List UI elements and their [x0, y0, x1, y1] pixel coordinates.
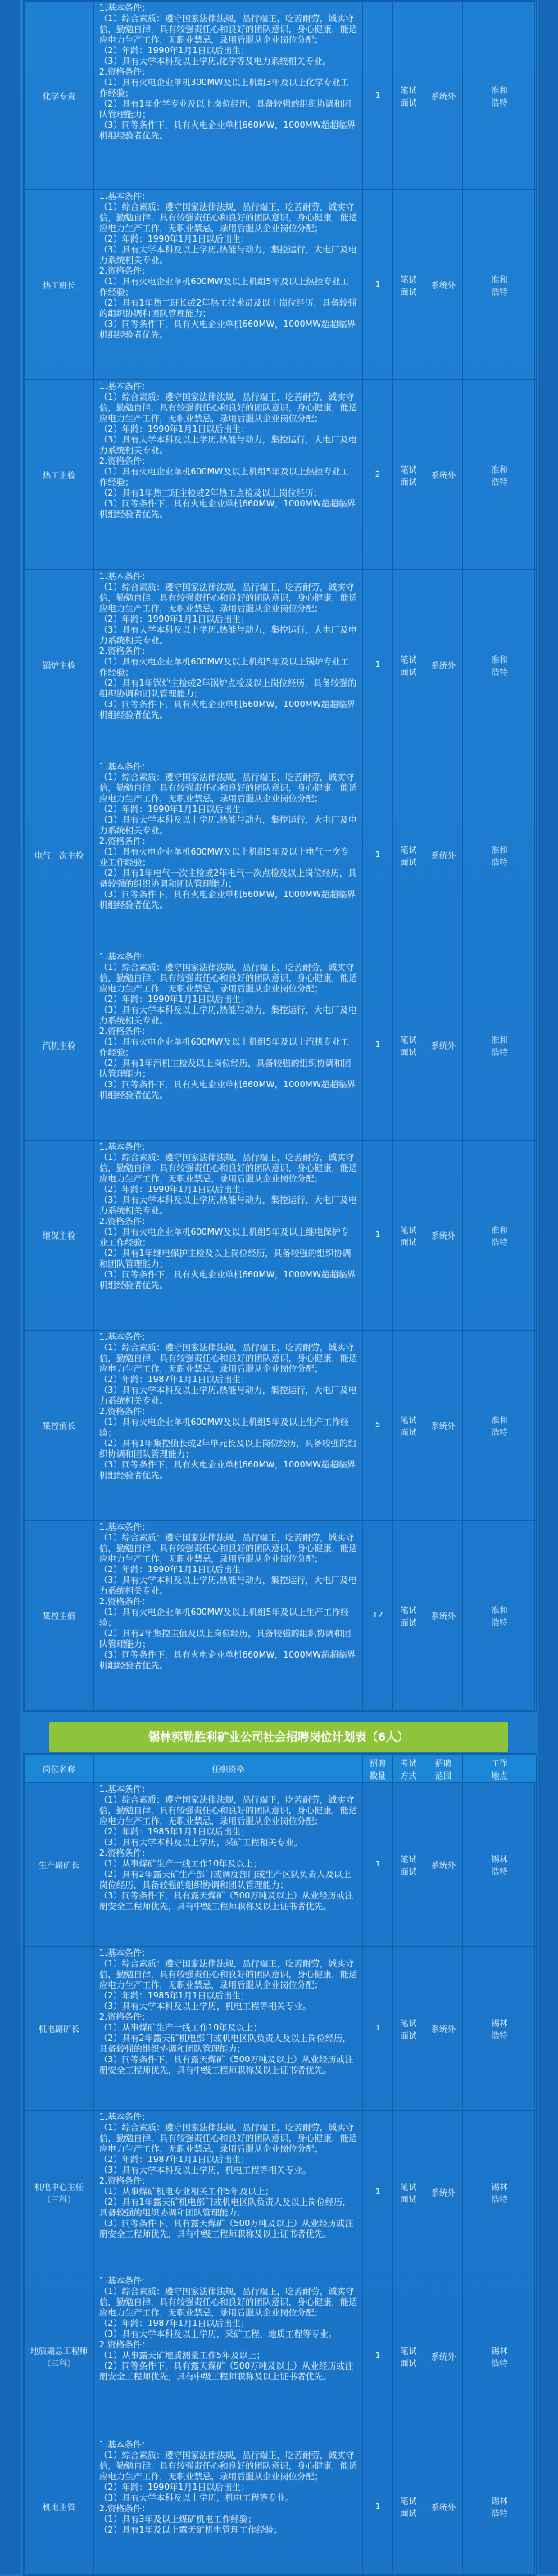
- position-name: 机电中心主任 （三科）: [25, 2111, 94, 2274]
- header-location: 工作 地点: [463, 1755, 537, 1783]
- table-row: [25, 2438, 537, 2575]
- work-location: 锡林 浩特: [463, 1947, 537, 2111]
- position-name: 集控值长: [25, 1331, 94, 1521]
- table-row: [25, 950, 537, 1141]
- qualifications: 1.基本条件： （1）综合素质：遵守国家法律法规，品行端正，吃苦耐劳，诚实守信，勤勉自律，具有较强责任心和良好的团队意识，身心健康，能适应电力生产工作，无职业禁忌，录用后服从企业岗位分配； （2）年龄：1987年1月1日以后出生； （3）具有大学本科及以上学历,热能与动力，集控运行，大电厂及电力系统相关专业。 2.资格条件： （1）具有火电企业单机600MW及以上机组5年及以上生产工作经验； （2）具有1年集控值长或2年单元长及以上岗位经历，具备较强的组织协调和团队管理能力； （3）同等条件下，具有火电企业单机660MW，1000MW超超临界机组经验者优先。: [94, 1331, 363, 1521]
- work-location: 准和 浩特: [463, 2, 537, 190]
- qualifications: 1.基本条件： （1）综合素质：遵守国家法律法规，品行端正，吃苦耐劳，诚实守信，勤勉自律，具有较强责任心和良好的团队意识，身心健康，能适应电力生产工作，无职业禁忌，录用后服从企业岗位分配； （2）年龄：1985年1月1日以后出生； （3）具有大学本科及以上学历，机电工程等相关专业。 2.资格条件： （1）从事煤矿生产一线工作10年及以上； （2）具有2年露天矿机电部门或机电区队负责人及以上岗位经历，具备较强的组织协调和团队管理能力； （3）同等条件下，具有露天煤矿（500万吨及以上）从业经历或注册安全工程师优先，具有中级工程师职称及以上证书者优先。: [94, 1947, 363, 2111]
- exam-method: 笔试 面试: [393, 1331, 424, 1521]
- table-row: [25, 190, 537, 380]
- qualifications: 1.基本条件： （1）综合素质：遵守国家法律法规，品行端正，吃苦耐劳，诚实守信，勤勉自律，具有较强责任心和良好的团队意识，身心健康，能适应电力生产工作，无职业禁忌，录用后服从企业岗位分配； （2）年龄：1990年1月1日以后出生； （3）具有大学本科及以上学历，机电工程等专业。 2.资格条件： （1）具有3年及以上煤矿机电工作经验； （2）具有1年及以上露天矿机电管理工作经验；: [94, 2438, 363, 2575]
- header-qualifications: 任职资格: [94, 1755, 363, 1783]
- right-border: [538, 0, 558, 2574]
- position-name: 机电主管: [25, 2438, 94, 2575]
- recruit-count: 1: [363, 2111, 393, 2274]
- recruitment-table-mining: [23, 1753, 535, 2576]
- work-location: 准和 浩特: [463, 1521, 537, 1711]
- recruit-count: 1: [363, 1783, 393, 1947]
- exam-method: 笔试 面试: [393, 1947, 424, 2111]
- recruit-count: 1: [363, 190, 393, 380]
- recruit-count: 1: [363, 2438, 393, 2575]
- exam-method: 笔试 面试: [393, 2111, 424, 2274]
- header-exam-method: 考试 方式: [393, 1755, 424, 1783]
- exam-method: 笔试 面试: [393, 2438, 424, 2575]
- recruit-count: 1: [363, 760, 393, 950]
- position-name: 热工主检: [25, 380, 94, 570]
- position-name: 化学专责: [25, 2, 94, 190]
- position-name: 地质副总工程师 （三科）: [25, 2274, 94, 2438]
- position-name: 电气一次主检: [25, 760, 94, 950]
- qualifications: 1.基本条件： （1）综合素质：遵守国家法律法规，品行端正，吃苦耐劳，诚实守信，勤勉自律，具有较强责任心和良好的团队意识，身心健康，能适应电力生产工作，无职业禁忌，录用后服从企业岗位分配； （2）年龄：1985年1月1日以后出生； （3）具有大学本科及以上学历，采矿工程相关专业。 2.资格条件： （1）从事煤矿生产一线工作10年及以上； （2）具有2年露天矿生产部门或调度部门或生产区队负责人及以上岗位经历，具备较强的组织协调和团队管理能力； （3）同等条件下，具有露天煤矿（500万吨及以上）从业经历或注册安全工程师优先，具有中级工程师职称及以上证书者优先。: [94, 1783, 363, 1947]
- recruit-scope: 系统外: [424, 190, 463, 380]
- exam-method: 笔试 面试: [393, 570, 424, 760]
- header-scope: 招聘 范围: [424, 1755, 463, 1783]
- work-location: 准和 浩特: [463, 1141, 537, 1331]
- qualifications: 1.基本条件： （1）综合素质：遵守国家法律法规，品行端正，吃苦耐劳，诚实守信，勤勉自律，具有较强责任心和良好的团队意识，身心健康，能适应电力生产工作，无职业禁忌，录用后服从企业岗位分配； （2）年龄：1990年1月1日以后出生； （3）具有大学本科及以上学历,热能与动力，集控运行，大电厂及电力系统相关专业。 2.资格条件： （1）具有火电企业单机600MW及以上机组5年及以上汽机专业工作经验； （2）具有1年汽机主检及以上岗位经历，具备较强的组织协调和团队管理能力； （3）同等条件下，具有火电企业单机660MW，1000MW超超临界机组经验者优先。: [94, 950, 363, 1141]
- table-row: [25, 1783, 537, 1947]
- exam-method: 笔试 面试: [393, 760, 424, 950]
- position-name: 集控主值: [25, 1521, 94, 1711]
- position-name: 汽机主检: [25, 950, 94, 1141]
- table-row: [25, 570, 537, 760]
- position-name: 锅炉主检: [25, 570, 94, 760]
- qualifications: 1.基本条件： （1）综合素质：遵守国家法律法规，品行端正，吃苦耐劳，诚实守信，勤勉自律，具有较强责任心和良好的团队意识，身心健康，能适应电力生产工作，无职业禁忌，录用后服从企业岗位分配； （2）年龄：1990年1月1日以后出生； （3）具有大学本科及以上学历,热能与动力，集控运行，大电厂及电力系统相关专业。 2.资格条件： （1）具有火电企业单机600MW及以上机组5年及以上生产工作经验； （2）具有2年集控主值及以上岗位经历，具备较强的组织协调和团队管理能力； （3）同等条件下，具有火电企业单机660MW，1000MW超超临界机组经验者优先。: [94, 1521, 363, 1711]
- position-name: 机电副矿长: [25, 1947, 94, 2111]
- work-location: 准和 浩特: [463, 190, 537, 380]
- recruit-scope: 系统外: [424, 1141, 463, 1331]
- recruit-scope: 系统外: [424, 2111, 463, 2274]
- work-location: 锡林 浩特: [463, 2438, 537, 2575]
- table-row: [25, 1521, 537, 1711]
- header-position-name: 岗位名称: [25, 1755, 94, 1783]
- table-title-banner: 锡林郭勒胜利矿业公司社会招聘岗位计划表（6人）: [49, 1722, 508, 1752]
- recruit-count: 1: [363, 950, 393, 1141]
- exam-method: 笔试 面试: [393, 1141, 424, 1331]
- exam-method: 笔试 面试: [393, 1783, 424, 1947]
- header-count: 招聘 数量: [363, 1755, 393, 1783]
- recruit-count: 1: [363, 2274, 393, 2438]
- left-border: [0, 0, 20, 2574]
- work-location: 准和 浩特: [463, 380, 537, 570]
- recruit-count: 1: [363, 1141, 393, 1331]
- exam-method: 笔试 面试: [393, 2, 424, 190]
- position-name: 热工班长: [25, 190, 94, 380]
- recruit-count: 5: [363, 1331, 393, 1521]
- qualifications: 1.基本条件： （1）综合素质：遵守国家法律法规，品行端正，吃苦耐劳，诚实守信，勤勉自律，具有较强责任心和良好的团队意识，身心健康，能适应电力生产工作，无职业禁忌，录用后服从企业岗位分配； （2）年龄：1990年1月1日以后出生； （3）具有大学本科及以上学历,热能与动力，集控运行，大电厂及电力系统相关专业。 2.资格条件： （1）具有火电企业单机600MW及以上机组5年及以上热控专业工作经验； （2）具有1年热工班主检或2年热工点检及以上岗位经历； （3）同等条件下，具有火电企业单机660MW，1000MW超超临界机组经验者优先。: [94, 380, 363, 570]
- recruit-scope: 系统外: [424, 570, 463, 760]
- recruitment-table-power-plant: [23, 0, 535, 1712]
- exam-method: 笔试 面试: [393, 190, 424, 380]
- table-row: [25, 2111, 537, 2274]
- table-row: [25, 2274, 537, 2438]
- recruit-scope: 系统外: [424, 380, 463, 570]
- recruit-scope: 系统外: [424, 2, 463, 190]
- qualifications: 1.基本条件： （1）综合素质：遵守国家法律法规，品行端正，吃苦耐劳，诚实守信，勤勉自律，具有较强责任心和良好的团队意识，身心健康，能适应电力生产工作，无职业禁忌，录用后服从企业岗位分配； （2）年龄：1990年1月1日以后出生； （3）具有大学本科及以上学历,热能与动力，集控运行，大电厂及电力系统相关专业。 2.资格条件： （1）具有火电企业单机600MW及以上机组5年及以上热控专业工作经验； （2）具有1年热工班长或2年热工技术员及以上岗位经历，具备较强的组织协调和团队管理能力； （3）同等条件下，具有火电企业单机660MW，1000MW超超临界机组经验者优先。: [94, 190, 363, 380]
- recruit-scope: 系统外: [424, 2438, 463, 2575]
- work-location: 准和 浩特: [463, 760, 537, 950]
- work-location: 锡林 浩特: [463, 1783, 537, 1947]
- table-row: [25, 760, 537, 950]
- table-row: [25, 1947, 537, 2111]
- work-location: 锡林 浩特: [463, 2111, 537, 2274]
- recruit-scope: 系统外: [424, 1947, 463, 2111]
- table-row: [25, 1141, 537, 1331]
- table-header-row: [25, 1755, 537, 1783]
- qualifications: 1.基本条件： （1）综合素质：遵守国家法律法规，品行端正，吃苦耐劳，诚实守信，勤勉自律，具有较强责任心和良好的团队意识，身心健康，能适应电力生产工作，无职业禁忌，录用后服从企业岗位分配； （2）年龄：1987年1月1日以后出生； （3）具有大学本科及以上学历，采矿工程、地质工程等专业。 2.资格条件： （1）从事露天矿地质测量工作5年及以上； （2）同等条件下，具有露天煤矿（500万吨及以上）从业经历或注册安全工程师优先，具有中级工程师职称及以上证书者优先。: [94, 2274, 363, 2438]
- recruit-count: 12: [363, 1521, 393, 1711]
- recruit-count: 1: [363, 570, 393, 760]
- table-row: [25, 380, 537, 570]
- recruit-scope: 系统外: [424, 1521, 463, 1711]
- recruit-count: 2: [363, 380, 393, 570]
- position-name: 继保主检: [25, 1141, 94, 1331]
- work-location: 准和 浩特: [463, 570, 537, 760]
- recruit-scope: 系统外: [424, 1331, 463, 1521]
- recruit-count: 1: [363, 1947, 393, 2111]
- recruit-count: 1: [363, 2, 393, 190]
- exam-method: 笔试 面试: [393, 380, 424, 570]
- work-location: 锡林 浩特: [463, 2274, 537, 2438]
- work-location: 准和 浩特: [463, 950, 537, 1141]
- table-row: [25, 1331, 537, 1521]
- position-name: 生产副矿长: [25, 1783, 94, 1947]
- exam-method: 笔试 面试: [393, 950, 424, 1141]
- qualifications: 1.基本条件： （1）综合素质：遵守国家法律法规，品行端正，吃苦耐劳，诚实守信，勤勉自律，具有较强责任心和良好的团队意识，身心健康，能适应电力生产工作，无职业禁忌，录用后服从企业岗位分配； （2）年龄：1990年1月1日以后出生； （3）具有大学本科及以上学历,化学等及电力系统相关专业。 2.资格条件： （1）具有火电企业单机300MW及以上机组3年及以上化学专业工作经验； （2）具有1年化学专业及以上岗位经历，具备较强的组织协调和团队管理能力； （3）同等条件下，具有火电企业单机660MW，1000MW超超临界机组经验者优先。: [94, 2, 363, 190]
- recruit-scope: 系统外: [424, 2274, 463, 2438]
- recruit-scope: 系统外: [424, 950, 463, 1141]
- recruit-scope: 系统外: [424, 1783, 463, 1947]
- qualifications: 1.基本条件： （1）综合素质：遵守国家法律法规，品行端正，吃苦耐劳，诚实守信，勤勉自律，具有较强责任心和良好的团队意识，身心健康，能适应电力生产工作，无职业禁忌，录用后服从企业岗位分配； （2）年龄：1990年1月1日以后出生； （3）具有大学本科及以上学历,热能与动力，集控运行，大电厂及电力系统相关专业。 2.资格条件： （1）具有火电企业单机600MW及以上机组5年及以上锅炉专业工作经验； （2）具有1年锅炉主检或2年锅炉点检及以上岗位经历，具备较强的组织协调和团队管理能力； （3）同等条件下，具有火电企业单机660MW，1000MW超超临界机组经验者优先。: [94, 570, 363, 760]
- qualifications: 1.基本条件： （1）综合素质：遵守国家法律法规，品行端正，吃苦耐劳，诚实守信，勤勉自律，具有较强责任心和良好的团队意识，身心健康，能适应电力生产工作，无职业禁忌，录用后服从企业岗位分配； （2）年龄：1990年1月1日以后出生； （3）具有大学本科及以上学历,热能与动力，集控运行，大电厂及电力系统相关专业。 2.资格条件： （1）具有火电企业单机600MW及以上机组5年及以上继电保护专业工作经验； （2）具有1年继电保护主检及以上岗位经历，具备较强的组织协调和团队管理能力； （3）同等条件下，具有火电企业单机660MW，1000MW超超临界机组经验者优先。: [94, 1141, 363, 1331]
- exam-method: 笔试 面试: [393, 2274, 424, 2438]
- qualifications: 1.基本条件： （1）综合素质：遵守国家法律法规，品行端正，吃苦耐劳，诚实守信，勤勉自律，具有较强责任心和良好的团队意识，身心健康，能适应电力生产工作，无职业禁忌，录用后服从企业岗位分配； （2）年龄：1987年1月1日以后出生； （3）具有大学本科及以上学历，机电工程等相关专业。 2.资格条件： （1）从事煤矿机电专业相关工作5年及以上； （2）具有1年露天矿机电部门或机电区队负责人及以上岗位经历，具备较强的组织协调和团队管理能力； （3）同等条件下，具有露天煤矿（500万吨及以上）从业经历或注册安全工程师优先，具有中级工程师职称及以上证书者优先。: [94, 2111, 363, 2274]
- qualifications: 1.基本条件： （1）综合素质：遵守国家法律法规，品行端正，吃苦耐劳，诚实守信，勤勉自律，具有较强责任心和良好的团队意识，身心健康，能适应电力生产工作，无职业禁忌，录用后服从企业岗位分配； （2）年龄：1990年1月1日以后出生； （3）具有大学本科及以上学历,热能与动力，集控运行，大电厂及电力系统相关专业。 2.资格条件： （1）具有火电企业单机600MW及以上机组5年及以上电气一次专业工作经验； （2）具有1年电气一次主检或2年电气一次点检及以上岗位经历，具备较强的组织协调和团队管理能力； （3）同等条件下，具有火电企业单机660MW，1000MW超超临界机组经验者优先。: [94, 760, 363, 950]
- work-location: 准和 浩特: [463, 1331, 537, 1521]
- exam-method: 笔试 面试: [393, 1521, 424, 1711]
- recruit-scope: 系统外: [424, 760, 463, 950]
- table-row: [25, 2, 537, 190]
